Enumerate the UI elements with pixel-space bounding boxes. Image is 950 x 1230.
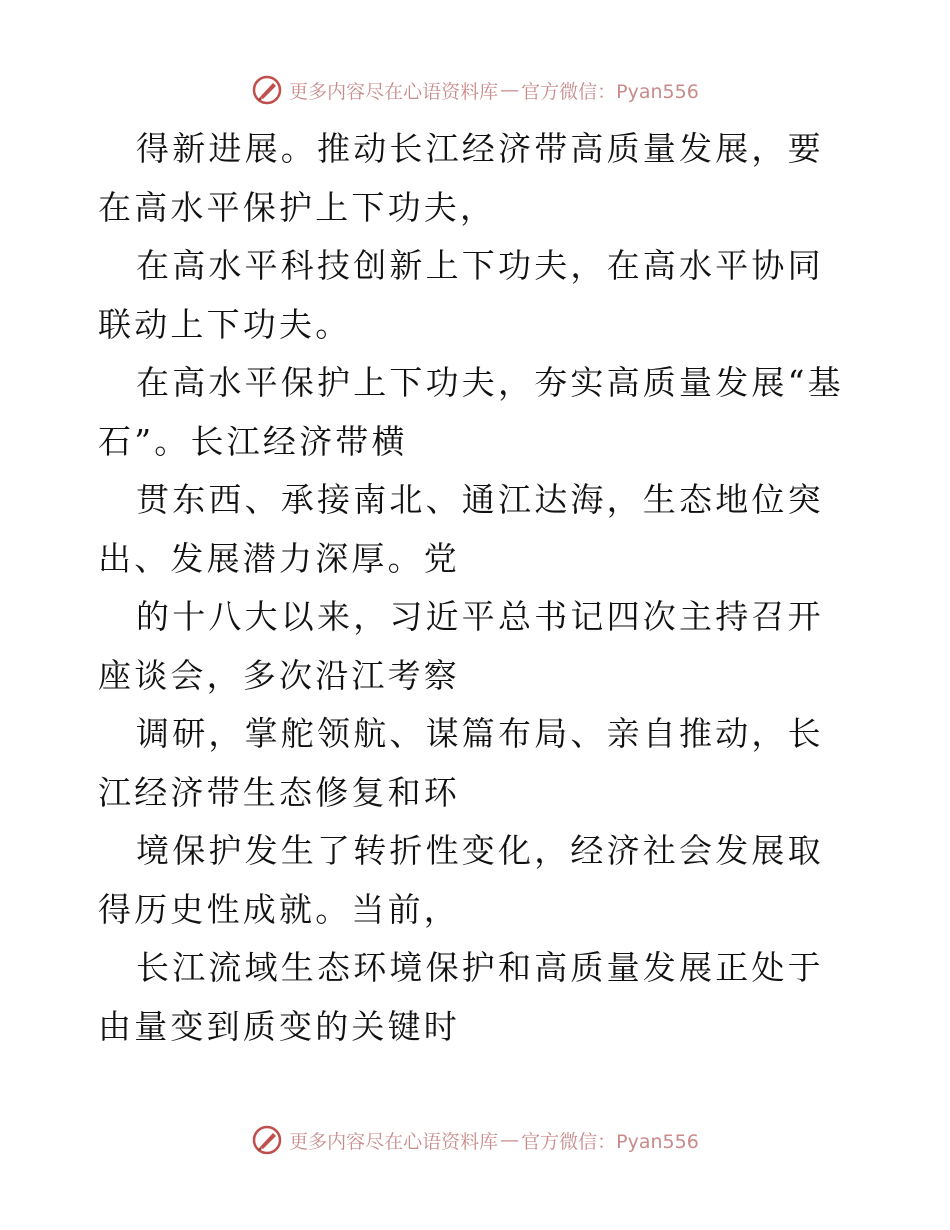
paragraph: 在高水平科技创新上下功夫，在高水平协同联动上下功夫。 <box>98 246 824 344</box>
footer-watermark <box>0 1120 950 1160</box>
paragraph: 的十八大以来，习近平总书记四次主持召开座谈会，多次沿江考察 <box>98 597 824 695</box>
watermark-site-text: 更多内容尽在心语资料库 <box>289 1130 499 1153</box>
paragraph: 在高水平保护上下功夫，夯实高质量发展“基石”。长江经济带横 <box>98 363 844 461</box>
watermark-separator: — <box>500 1129 520 1151</box>
watermark-contact-text: 官方微信：Pyan556 <box>521 80 699 103</box>
paragraph: 调研，掌舵领航、谋篇布局、亲自推动，长江经济带生态修复和环 <box>98 714 824 812</box>
pen-circle-logo-icon <box>251 1124 283 1156</box>
paragraph: 得新进展。推动长江经济带高质量发展，要在高水平保护上下功夫， <box>98 129 824 227</box>
paragraph: 贯东西、承接南北、通江达海，生态地位突出、发展潜力深厚。党 <box>98 480 824 578</box>
pen-circle-logo-icon <box>251 74 283 106</box>
paragraph: 长江流域生态环境保护和高质量发展正处于由量变到质变的关键时 <box>98 948 824 1046</box>
watermark-contact-text: 官方微信：Pyan556 <box>521 1130 699 1153</box>
paragraph: 境保护发生了转折性变化，经济社会发展取得历史性成就。当前， <box>98 831 824 929</box>
document-body <box>98 120 858 1056</box>
header-watermark <box>0 70 950 110</box>
watermark-separator: — <box>500 79 520 101</box>
watermark-site-text: 更多内容尽在心语资料库 <box>289 80 499 103</box>
